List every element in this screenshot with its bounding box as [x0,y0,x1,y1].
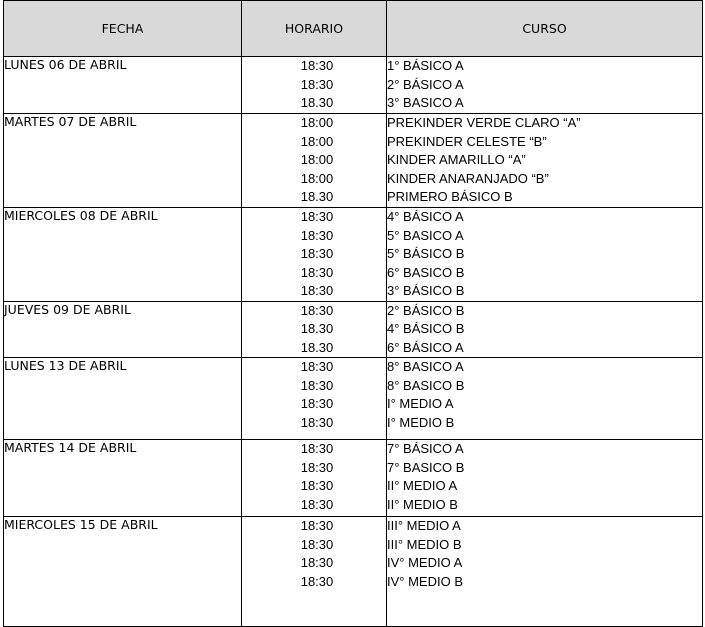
horario-time: 18:30 [300,246,334,261]
table-row [4,517,703,627]
horario-cell [242,114,387,208]
horario-time: 18:30 [300,459,334,475]
horario-time: 18:30 [300,496,334,512]
fecha-cell: JUEVES 09 DE ABRIL [4,301,242,358]
curso-name: 8° BASICO B [387,377,465,393]
curso-name: 6° BASICO B [387,264,465,280]
curso-name: II° MEDIO B [387,496,458,512]
header-fecha: FECHA [4,1,242,57]
horario-time: 18:30 [300,302,334,318]
header-curso: CURSO [387,1,703,57]
curso-name: 5° BASICO A [387,227,464,243]
horario-time: 18:30 [300,414,334,430]
curso-name: 3° BÁSICO B [387,283,465,298]
horario-cell [242,57,387,114]
curso-cell [387,358,703,440]
horario-cell [242,358,387,440]
fecha-cell: MARTES 07 DE ABRIL [4,114,242,208]
header-row [4,1,703,57]
curso-name: KINDER ANARANJADO “B” [387,170,549,186]
horario-time: 18.30 [300,339,334,355]
curso-name: 7° BÁSICO A [387,441,464,456]
horario-time: 18:30 [300,264,334,280]
horario-time: 18:30 [300,227,334,243]
horario-time: 18:00 [300,115,334,130]
curso-cell [387,440,703,517]
curso-name: III° MEDIO A [387,518,461,533]
header-horario: HORARIO [242,1,387,57]
curso-name: II° MEDIO A [387,478,458,493]
curso-name: I° MEDIO A [387,396,454,411]
horario-time: 18.30 [300,189,334,204]
horario-time: 18:00 [300,152,334,167]
curso-name: 7° BASICO B [387,459,465,475]
curso-cell [387,208,703,302]
horario-time: 18:30 [300,555,334,570]
horario-time: 18:30 [300,536,334,552]
horario-time: 18:30 [300,478,334,493]
curso-cell [387,301,703,358]
table-row [4,114,703,208]
horario-time: 18:30 [300,76,334,92]
schedule-table [3,0,703,627]
horario-time: 18:30 [300,359,334,374]
horario-time: 18:00 [300,133,334,149]
curso-name: 3° BASICO A [387,95,464,110]
fecha-cell: MIERCOLES 08 DE ABRIL [4,208,242,302]
horario-time: 18:30 [300,209,334,224]
curso-name: IV° MEDIO B [387,573,463,589]
fecha-cell: MIERCOLES 15 DE ABRIL [4,517,242,627]
curso-cell [387,57,703,114]
horario-cell [242,208,387,302]
curso-name: PREKINDER CELESTE “B” [387,133,547,149]
curso-name: KINDER AMARILLO “A” [387,152,526,167]
horario-time: 18:30 [300,283,334,298]
curso-name: 2° BÁSICO A [387,76,464,92]
horario-cell [242,440,387,517]
horario-time: 18:30 [300,58,334,73]
curso-name: IV° MEDIO A [387,555,463,570]
curso-name: I° MEDIO B [387,414,455,430]
horario-time: 18:30 [300,396,334,411]
curso-name: PRIMERO BÁSICO B [387,189,513,204]
table-row [4,57,703,114]
curso-cell [387,517,703,627]
fecha-cell: MARTES 14 DE ABRIL [4,440,242,517]
horario-time: 18:00 [300,170,334,186]
curso-name: PREKINDER VERDE CLARO “A” [387,115,581,130]
horario-cell [242,301,387,358]
horario-time: 18.30 [300,321,334,336]
curso-name: 6° BÁSICO A [387,339,464,355]
horario-time: 18:30 [300,573,334,589]
horario-cell [242,517,387,627]
curso-name: 1° BÁSICO A [387,58,464,73]
curso-name: 5° BÁSICO B [387,246,465,261]
table-row [4,301,703,358]
horario-time: 18:30 [300,441,334,456]
curso-name: 4° BÁSICO A [387,209,464,224]
fecha-cell: LUNES 13 DE ABRIL [4,358,242,440]
schedule-body [4,57,703,627]
curso-name: III° MEDIO B [387,536,462,552]
table-row [4,440,703,517]
horario-time: 18:30 [300,377,334,393]
curso-name: 8° BASICO A [387,359,464,374]
curso-cell [387,114,703,208]
horario-time: 18.30 [300,95,334,110]
curso-name: 2° BÁSICO B [387,302,465,318]
table-row [4,208,703,302]
curso-name: 4° BÁSICO B [387,321,465,336]
table-row [4,358,703,440]
horario-time: 18:30 [300,518,334,533]
fecha-cell: LUNES 06 DE ABRIL [4,57,242,114]
